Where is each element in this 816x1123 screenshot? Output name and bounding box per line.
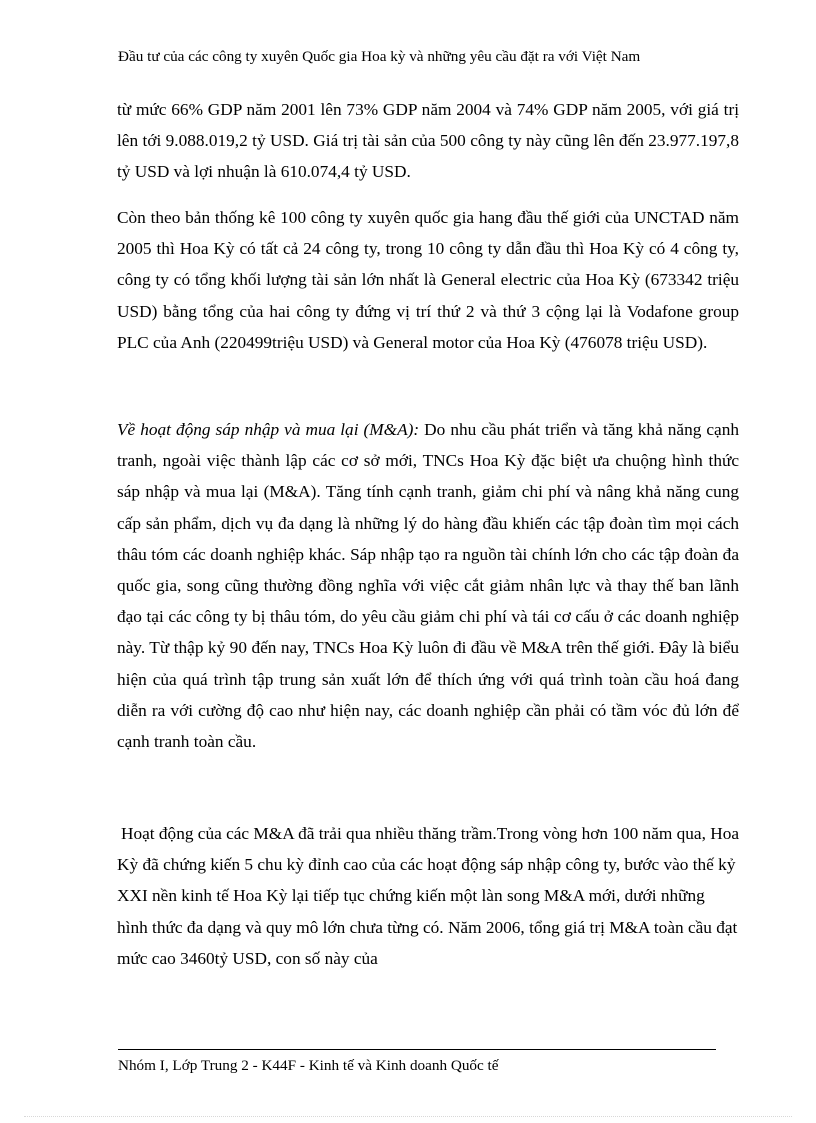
page-header: Đầu tư của các công ty xuyên Quốc gia Hoa kỳ và những yêu cầu đặt ra với Việt Nam [118,48,641,65]
paragraph-3-heading: Về hoạt động sáp nhập và mua lại (M&A): [117,420,420,439]
paragraph-3 [117,414,739,757]
paragraph-1: từ mức 66% GDP năm 2001 lên 73% GDP năm 2004 và 74% GDP năm 2005, với giá trị lên tới 9.088.019,2 tỷ USD. Giá trị tài sản của 500 công ty này cũng lên đến 23.977.197,8 tỷ USD và lợi nhuận là 610.074,4 tỷ USD. [117,100,739,182]
paragraph-2: Còn theo bản thống kê 100 công ty xuyên quốc gia hang đầu thế giới của UNCTAD năm 2005 thì Hoa Kỳ có tất cả 24 công ty, trong 10 công ty dẫn đầu thì Hoa Kỳ có 4 công ty, công ty có tổng khối lượng tài sản lớn nhất là General electric của Hoa Kỳ (673342 triệu USD) bằng tổng của hai công ty đứng vị trí thứ 2 và thứ 3 cộng lại là Vodafone group PLC của Anh (220499triệu USD) và General motor của Hoa Kỳ (476078 triệu USD). [117,208,739,352]
footer-divider [118,1049,716,1050]
page-bottom-edge [24,1116,792,1117]
page-footer: Nhóm I, Lớp Trung 2 - K44F - Kinh tế và Kinh doanh Quốc tế [118,1057,499,1074]
paragraph-3-text: Do nhu cầu phát triển và tăng khả năng cạnh tranh, ngoài việc thành lập các cơ sở mới, TNCs Hoa Kỳ đặc biệt ưa chuộng hình thức sáp nhập và mua lại (M&A). Tăng tính cạnh tranh, giảm chi phí và nâng khả năng cung cấp sản phẩm, dịch vụ đa dạng là những lý do hàng đầu khiến các tập đoàn tìm mọi cách thâu tóm các doanh nghiệp khác. Sáp nhập tạo ra nguồn tài chính lớn cho các tập đoàn đa quốc gia, song cũng thường đồng nghĩa với việc cắt giảm nhân lực và thay thế ban lãnh đạo tại các công ty bị thâu tóm, do yêu cầu giảm chi phí và tái cơ cấu ở các doanh nghiệp này. Từ thập kỷ 90 đến nay, TNCs Hoa Kỳ luôn đi đầu về M&A trên thế giới. Đây là biểu hiện của quá trình tập trung sản xuất lớn để thích ứng với quá trình toàn cầu hoá đang diễn ra với cường độ cao như hiện nay, các doanh nghiệp cần phải có tầm vóc đủ lớn để cạnh tranh toàn cầu. [117,420,739,752]
paragraph-4: Hoạt động của các M&A đã trải qua nhiều thăng trầm.Trong vòng hơn 100 năm qua, Hoa Kỳ đã chứng kiến 5 chu kỳ đỉnh cao của các hoạt động sáp nhập công ty, bước vào thế kỷ XXI nền kinh tế Hoa Kỳ lại tiếp tục chứng kiến một làn song M&A mới, dưới những hình thức đa dạng và quy mô lớn chưa từng có. Năm 2006, tổng giá trị M&A toàn cầu đạt mức cao 3460tỷ USD, con số này của [117,824,740,968]
